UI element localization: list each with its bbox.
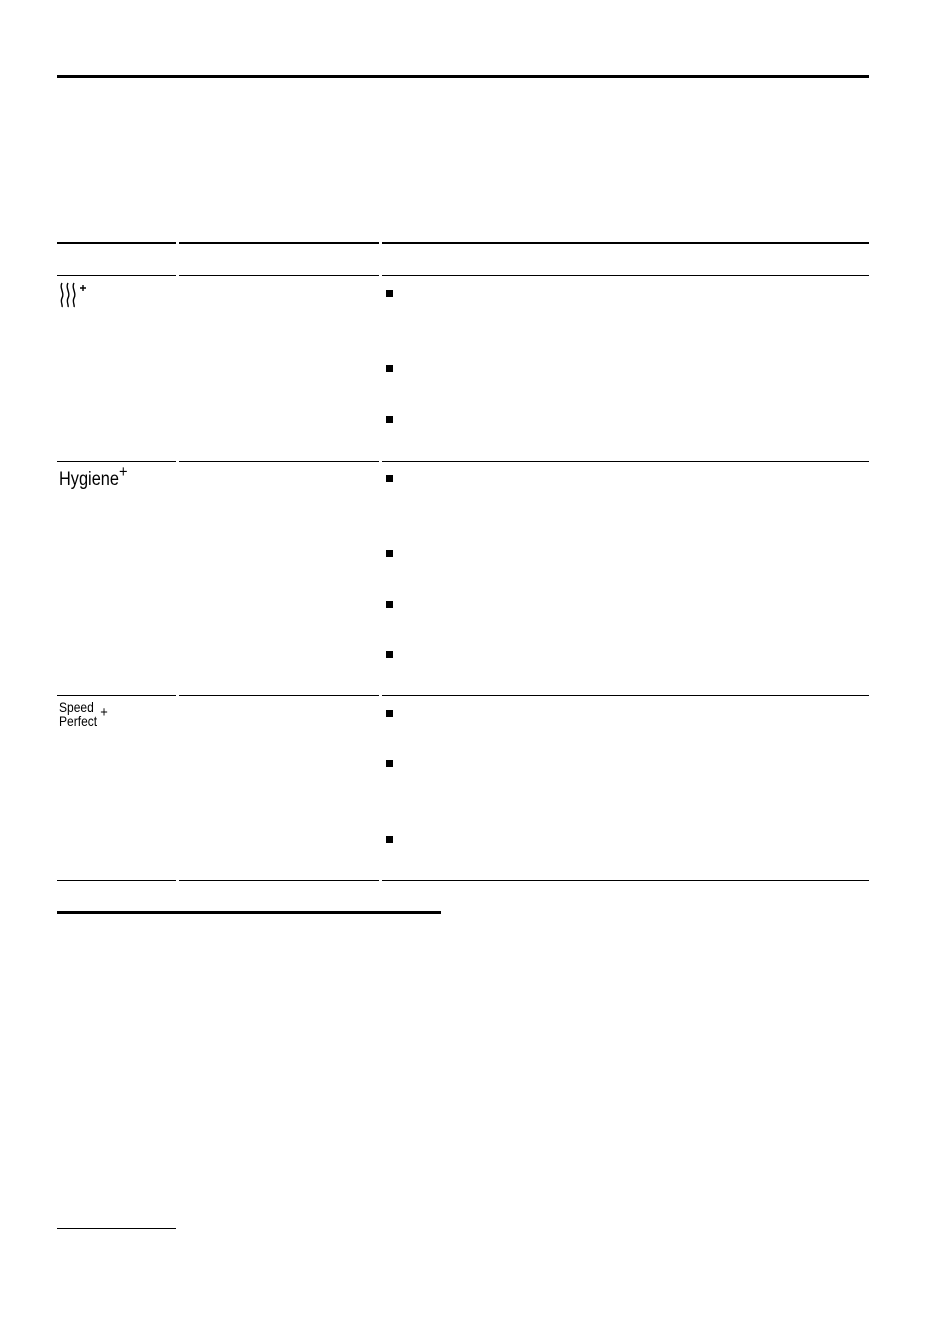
column-gap	[176, 241, 179, 244]
column-gap	[176, 879, 179, 882]
perfect-label: Perfect	[59, 713, 98, 729]
speed-perfect-superscript: +	[100, 704, 108, 721]
bullet-point	[386, 475, 393, 482]
bullet-point	[386, 836, 393, 843]
steam-plus-icon	[59, 281, 89, 314]
bullet-point	[386, 365, 393, 372]
bullet-point	[386, 290, 393, 297]
bullet-point	[386, 760, 393, 767]
column-gap	[379, 694, 382, 697]
column-gap	[379, 241, 382, 244]
section-heading-rule	[57, 911, 441, 914]
column-gap	[379, 460, 382, 463]
bullet-point	[386, 601, 393, 608]
hygiene-plus-icon	[59, 462, 128, 494]
bullet-point	[386, 710, 393, 717]
speed-label: Speed	[59, 699, 94, 715]
page-header-rule	[57, 75, 869, 78]
column-gap	[176, 274, 179, 277]
hygiene-superscript: +	[118, 462, 128, 481]
bullet-point	[386, 416, 393, 423]
column-gap	[176, 460, 179, 463]
bullet-point	[386, 651, 393, 658]
bullet-point	[386, 550, 393, 557]
hygiene-label: Hygiene	[59, 469, 119, 490]
column-gap	[379, 274, 382, 277]
footnote-rule	[57, 1228, 176, 1229]
speed-perfect-plus-icon	[59, 699, 108, 729]
column-gap	[379, 879, 382, 882]
column-gap	[176, 694, 179, 697]
